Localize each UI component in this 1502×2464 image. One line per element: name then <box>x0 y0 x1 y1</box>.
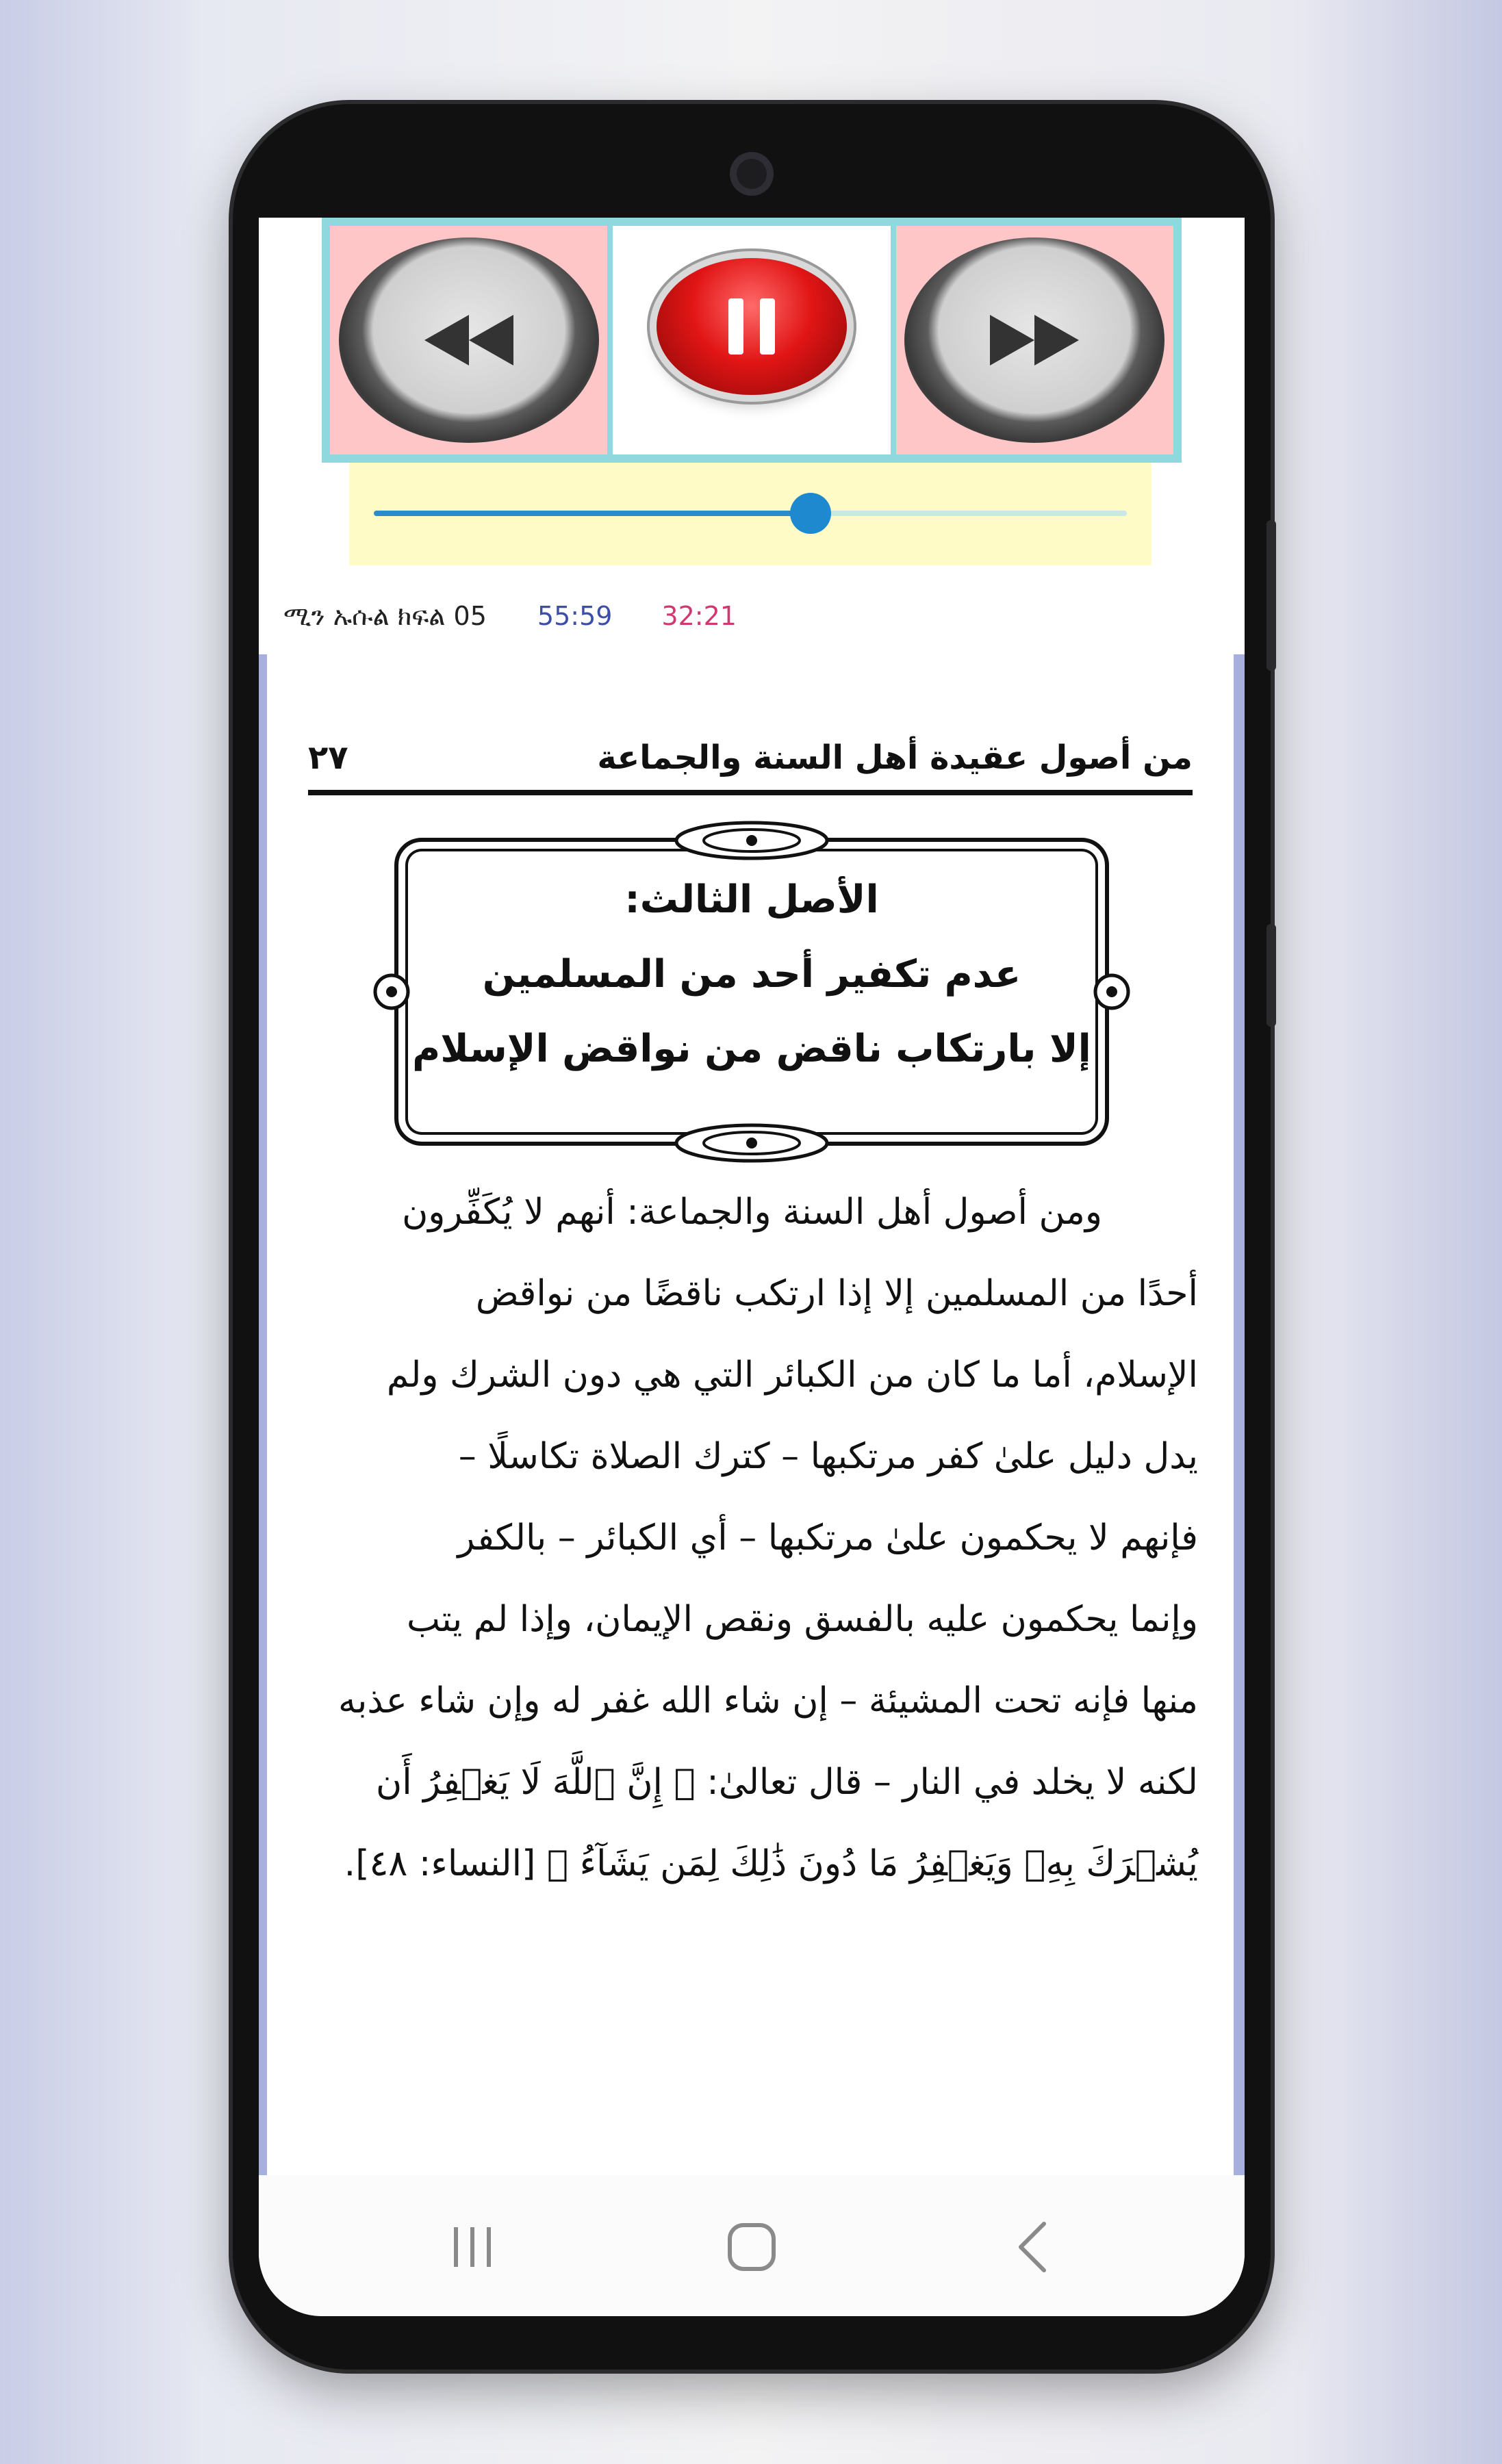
seek-thumb[interactable] <box>790 493 831 534</box>
ornament-left-icon <box>371 971 412 1012</box>
page-header <box>308 734 1193 782</box>
total-duration: 55:59 <box>537 601 613 631</box>
recents-button[interactable] <box>438 2216 507 2278</box>
body-line: ومن أصول أهل السنة والجماعة: أنهم لا يُكَفِّرون <box>402 1192 1102 1233</box>
book-page <box>259 654 1245 2175</box>
frame-title: الأصل الثالث: <box>624 877 879 922</box>
body-line: لكنه لا يخلد في النار – قال تعالىٰ: ﴿ إِنَّ ٱللَّهَ لَا يَغۡفِرُ أَن <box>376 1762 1198 1803</box>
home-button[interactable] <box>717 2216 786 2278</box>
pause-button[interactable] <box>613 226 890 454</box>
back-icon <box>1008 2220 1056 2274</box>
ornament-right-icon <box>1091 971 1132 1012</box>
ornament-top-icon <box>670 814 834 862</box>
app-screen <box>259 218 1245 2316</box>
ornament-bottom-icon <box>670 1121 834 1169</box>
elapsed-time: 32:21 <box>661 601 737 631</box>
page-number: ٢٧ <box>308 739 348 777</box>
rewind-button[interactable] <box>330 226 607 454</box>
body-text <box>315 1172 1198 1905</box>
body-line: يُشۡرَكَ بِهِۦ وَيَغۡفِرُ مَا دُونَ ذَٰلِكَ لِمَن يَشَآءُ ﴾ [النساء: ٤٨]. <box>344 1843 1198 1884</box>
seek-track[interactable] <box>374 511 1127 516</box>
body-line: فإنهم لا يحكمون علىٰ مرتكبها – أي الكبائر – بالكفر <box>457 1517 1198 1558</box>
rewind-icon <box>339 238 599 443</box>
running-title: من أصول عقيدة أهل السنة والجماعة <box>597 739 1193 777</box>
track-info <box>283 595 737 637</box>
seek-progress <box>374 511 811 516</box>
body-line: وإنما يحكمون عليه بالفسق ونقص الإيمان، وإذا لم يتب <box>407 1599 1198 1640</box>
seek-bar-area <box>349 463 1151 565</box>
front-camera <box>730 152 774 196</box>
track-title: ሚን ኡሱል ክፍል 05 <box>283 600 487 631</box>
back-button[interactable] <box>998 2216 1067 2278</box>
fast-forward-icon <box>904 238 1164 443</box>
frame-line-2: عدم تكفير أحد من المسلمين <box>482 952 1021 997</box>
body-line: يدل دليل علىٰ كفر مرتكبها – كترك الصلاة تكاسلًا – <box>458 1436 1198 1477</box>
system-navigation-bar <box>259 2175 1245 2316</box>
recents-icon <box>448 2223 496 2271</box>
body-line: الإسلام، أما ما كان من الكبائر التي هي دون الشرك ولم <box>386 1355 1198 1396</box>
fast-forward-button[interactable] <box>896 226 1173 454</box>
ornamental-frame <box>394 838 1109 1146</box>
volume-button <box>1266 520 1276 671</box>
power-button <box>1266 924 1276 1027</box>
body-line: منها فإنه تحت المشيئة – إن شاء الله غفر له وإن شاء عذبه <box>338 1680 1198 1721</box>
pause-icon <box>657 258 847 395</box>
player-controls <box>322 218 1182 463</box>
home-icon <box>724 2220 779 2274</box>
header-rule <box>308 790 1193 795</box>
body-line: أحدًا من المسلمين إلا إذا ارتكب ناقضًا من نواقض <box>475 1273 1198 1314</box>
frame-line-3: إلا بارتكاب ناقض من نواقض الإسلام <box>412 1027 1091 1071</box>
